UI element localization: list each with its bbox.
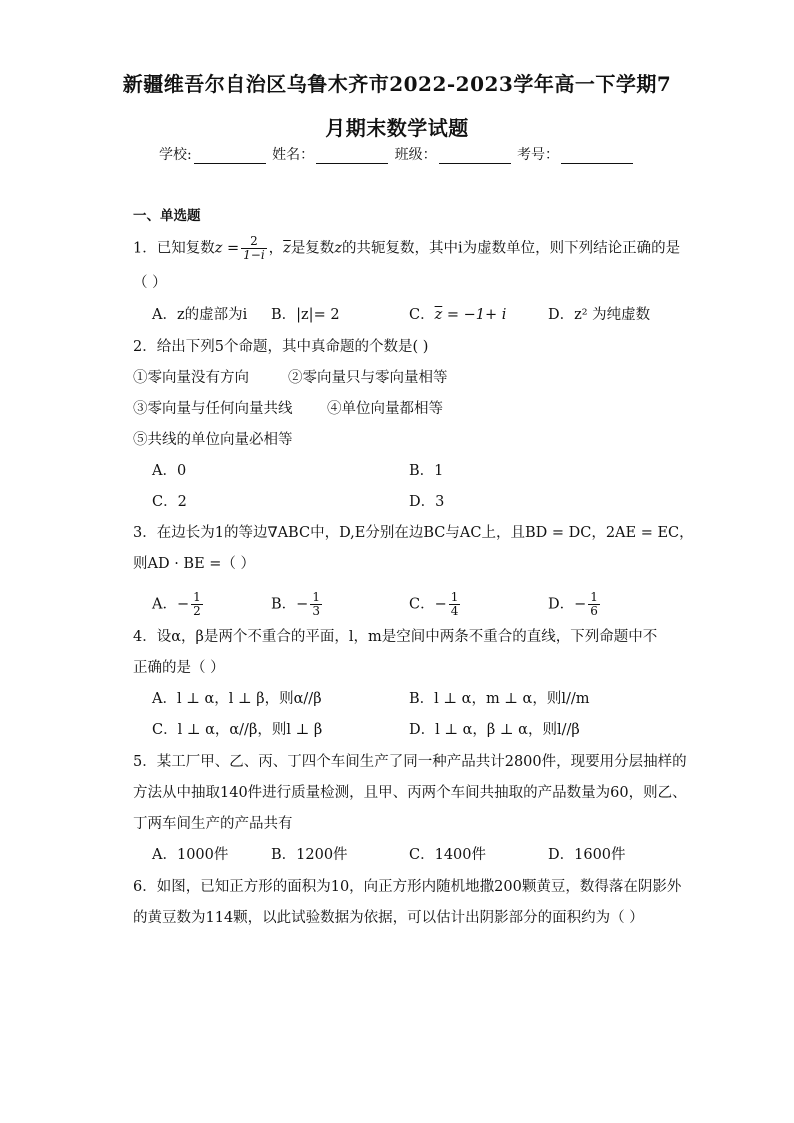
q3-stem-line1: 3．在边长为1的等边∇ABC中，D,E分别在边BC与AC上，且BD = DC，2AE = EC， [133,525,694,541]
q2-proposition-2: ②零向量只与零向量相等 [288,370,448,386]
q4-stem-line2: 正确的是（ ） [133,660,225,676]
q3-option-b-sign: B．− [271,596,309,613]
q6-stem-line1: 6．如图，已知正方形的面积为10，向正方形内随机地撒200颗黄豆，数得落在阴影外 [133,879,682,895]
q5-option-d[interactable]: D．1600件 [548,847,626,863]
q3-option-a[interactable] [152,591,205,618]
class-label: 班级： [394,147,437,163]
name-blank[interactable] [316,149,388,164]
student-info-row [0,144,794,164]
q2-option-c[interactable]: C．2 [152,494,187,510]
q2-proposition-1: ①零向量没有方向 [133,370,249,386]
q3-option-a-num: 1 [193,590,201,604]
q1-z2: z [334,240,342,257]
q1-frac-num: 2 [241,235,267,249]
q3-option-a-sign: A．− [152,596,190,613]
q4-option-a[interactable]: A．l ⊥ α，l ⊥ β，则α//β [152,691,322,707]
q4-option-b[interactable]: B．l ⊥ α，m ⊥ α，则l//m [409,691,590,707]
q1-option-b[interactable]: B．|z|= 2 [271,307,340,323]
school-blank[interactable] [194,149,266,164]
q2-option-d[interactable]: D．3 [409,494,445,510]
section-heading: 一、单选题 [133,208,201,224]
q2-proposition-5: ⑤共线的单位向量必相等 [133,432,293,448]
q2-option-a[interactable]: A．0 [152,463,187,479]
q4-option-d[interactable]: D．l ⊥ α，β ⊥ α，则l//β [409,722,580,738]
q5-option-a[interactable]: A．1000件 [152,847,229,863]
q1-option-d[interactable]: D．z² 为纯虚数 [548,307,651,323]
q1-prefix: 1．已知复数 [133,240,215,257]
school-label: 学校: [158,147,192,163]
q3-option-a-den: 2 [193,604,201,618]
exam-no-label: 考号： [517,147,560,163]
q2-stem: 2．给出下列5个命题，其中真命题的个数是( ) [133,339,429,355]
q1-text-end: 的共轭复数，其中i为虚数单位，则下列结论正确的是 [341,240,681,257]
q1-zbar: $\overline{z}$ [283,240,291,257]
q3-option-b-fraction [310,591,322,618]
q1-fraction [241,235,267,262]
q1-text-mid: 是复数 [290,240,335,257]
q3-option-d-num: 1 [590,590,598,604]
q1-frac-den: 1−i [243,248,265,262]
q3-option-d-fraction [588,591,600,618]
class-blank[interactable] [439,149,511,164]
q1-option-a[interactable]: A．z的虚部为i [152,307,248,323]
q3-option-c[interactable] [409,591,462,618]
q5-option-b[interactable]: B．1200件 [271,847,348,863]
q3-stem-line2: 则AD · BE =（ ） [133,556,256,572]
q1-option-c[interactable] [409,305,506,325]
q5-stem-line2: 方法从中抽取140件进行质量检测，且甲、丙两个车间共抽取的产品数量为60，则乙、 [133,785,687,801]
q3-option-c-den: 4 [450,604,459,618]
q5-stem-line1: 5．某工厂甲、乙、丙、丁四个车间生产了同一种产品共计2800件，现要用分层抽样的 [133,754,687,770]
q1-stem: 1．已知复数z = $\frac{2}{1-i}$ ，$\overline{z}$是复数z的共轭复数，其中i为虚数单位，则下列结论正确的是 [133,234,681,262]
q3-option-b-num: 1 [312,590,320,604]
q1-z-eq: z = [214,240,240,257]
q2-option-b[interactable]: B．1 [409,463,444,479]
exam-title-line1: 新疆维吾尔自治区乌鲁木齐市2022-2023学年高一下学期7 [122,72,672,96]
q4-stem-line1: 4．设α，β是两个不重合的平面，l，m是空间中两条不重合的直线，下列命题中不 [133,629,658,645]
name-label: 姓名： [272,147,315,163]
exam-no-blank[interactable] [561,149,633,164]
q2-proposition-3: ③零向量与任何向量共线 [133,401,293,417]
q3-option-b-den: 3 [312,604,320,618]
q2-proposition-4: ④单位向量都相等 [327,401,443,417]
q5-option-c[interactable]: C．1400件 [409,847,486,863]
q3-option-b[interactable] [271,591,324,618]
q5-stem-line3: 丁两车间生产的产品共有 [133,816,293,832]
q3-option-a-fraction [191,591,203,618]
q3-option-d-sign: D．− [548,596,587,613]
q1-bracket: （ ） [133,275,167,291]
q1-option-c-rest: = −1+ i [442,307,507,323]
q3-option-d-den: 6 [590,604,598,618]
q3-option-c-num: 1 [450,590,459,604]
exam-title-line2: 月期末数学试题 [325,116,469,140]
q6-stem-line2: 的黄豆数为114颗，以此试验数据为依据，可以估计出阴影部分的面积约为（ ） [133,910,644,926]
q1-option-c-prefix: C． [409,307,435,323]
q3-option-d[interactable] [548,591,602,618]
q3-option-c-fraction [449,591,461,618]
q3-option-c-sign: C．− [409,596,447,613]
q1-option-c-zbar: $\overline{z}$ [434,307,443,323]
q4-option-c[interactable]: C．l ⊥ α，α//β，则l ⊥ β [152,722,323,738]
